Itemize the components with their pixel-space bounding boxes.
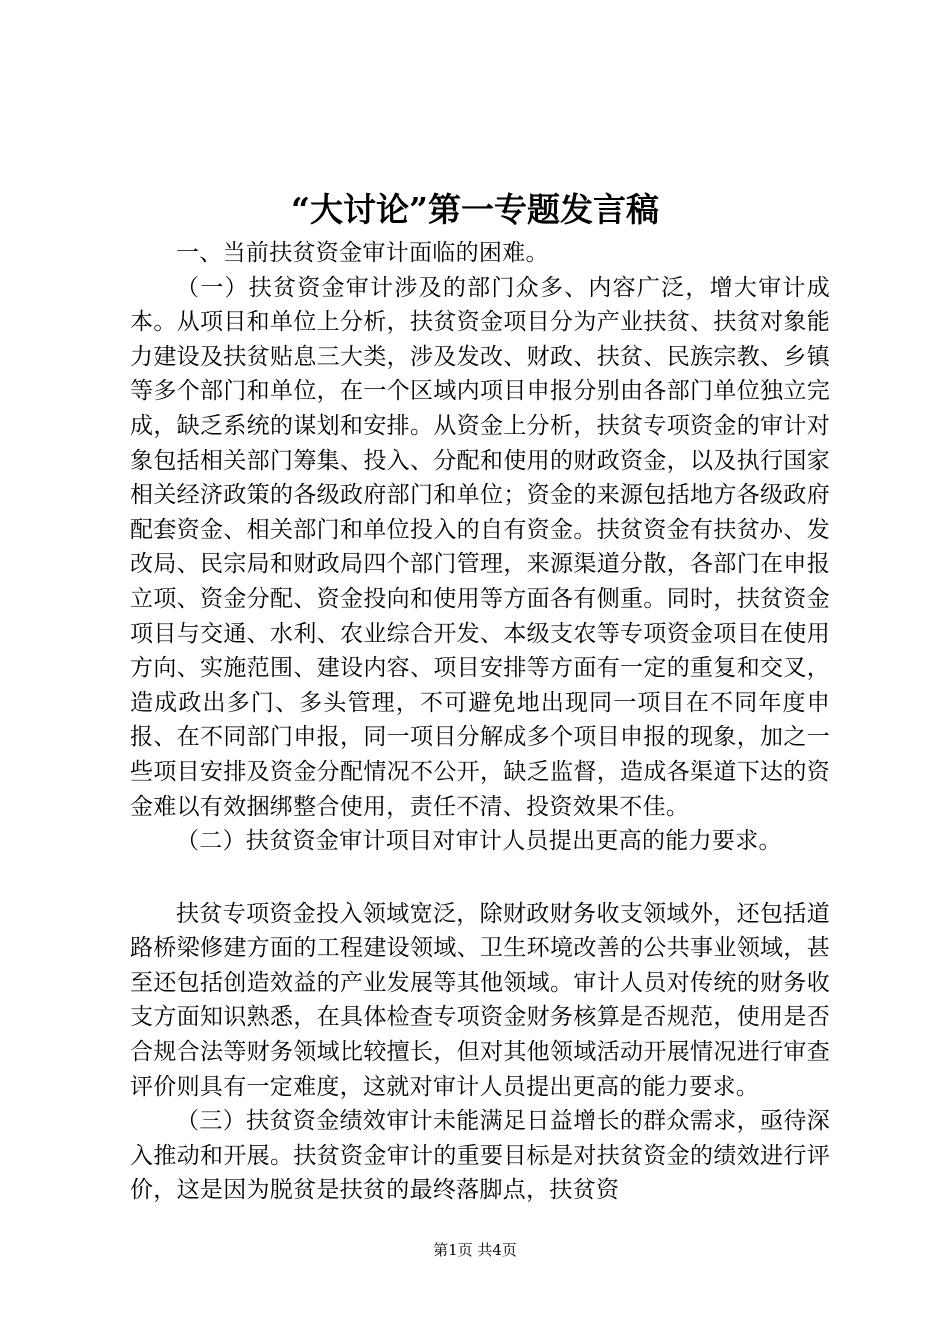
subsection-heading: （二）扶贫资金审计项目对审计人员提出更高的能力要求。: [176, 828, 782, 855]
page-number-footer: 第1页 共4页: [433, 1241, 517, 1259]
paragraph: 扶贫专项资金投入领域宽泛，除财政财务收支领域外，还包括道路桥梁修建方面的工程建设领域、卫生环境改善的公共事业领域，甚至还包括创造效益的产业发展等其他领域。审计人员对传统的财务收支方面知识熟悉，在具体检查专项资金财务核算是否规范，使用是否合规合法等财务领域比较擅长，但对其他领域活动开展情况进行审查评价则具有一定难度，这就对审计人员提出更高的能力要求。: [130, 900, 830, 1100]
document-title: “大讨论”第一专题发言稿: [291, 190, 659, 229]
document-body: [130, 236, 830, 1208]
paragraph: （三）扶贫资金绩效审计未能满足日益增长的群众需求，亟待深入推动和开展。扶贫资金审计的重要目标是对扶贫资金的绩效进行评价，这是因为脱贫是扶贫的最终落脚点，扶贫资: [130, 1108, 830, 1204]
section-heading: 一、当前扶贫资金审计面临的困难。: [176, 240, 549, 266]
paragraph: （一）扶贫资金审计涉及的部门众多、内容广泛，增大审计成本。从项目和单位上分析，扶贫资金项目分为产业扶贫、扶贫对象能力建设及扶贫贴息三大类，涉及发改、财政、扶贫、民族宗教、乡镇等多个部门和单位，在一个区域内项目申报分别由各部门单位独立完成，缺乏系统的谋划和安排。从资金上分析，扶贫专项资金的审计对象包括相关部门筹集、投入、分配和使用的财政资金，以及执行国家相关经济政策的各级政府部门和单位；资金的来源包括地方各级政府配套资金、相关部门和单位投入的自有资金。扶贫资金有扶贫办、发改局、民宗局和财政局四个部门管理，来源渠道分散，各部门在申报立项、资金分配、资金投向和使用等方面各有侧重。同时，扶贫资金项目与交通、水利、农业综合开发、本级支农等专项资金项目在使用方向、实施范围、建设内容、项目安排等方面有一定的重复和交叉，造成政出多门、多头管理，不可避免地出现同一项目在不同年度申报、在不同部门申报，同一项目分解成多个项目申报的现象，加之一些项目安排及资金分配情况不公开，缺乏监督，造成各渠道下达的资金难以有效捆绑整合使用，责任不清、投资效果不佳。: [130, 274, 830, 820]
